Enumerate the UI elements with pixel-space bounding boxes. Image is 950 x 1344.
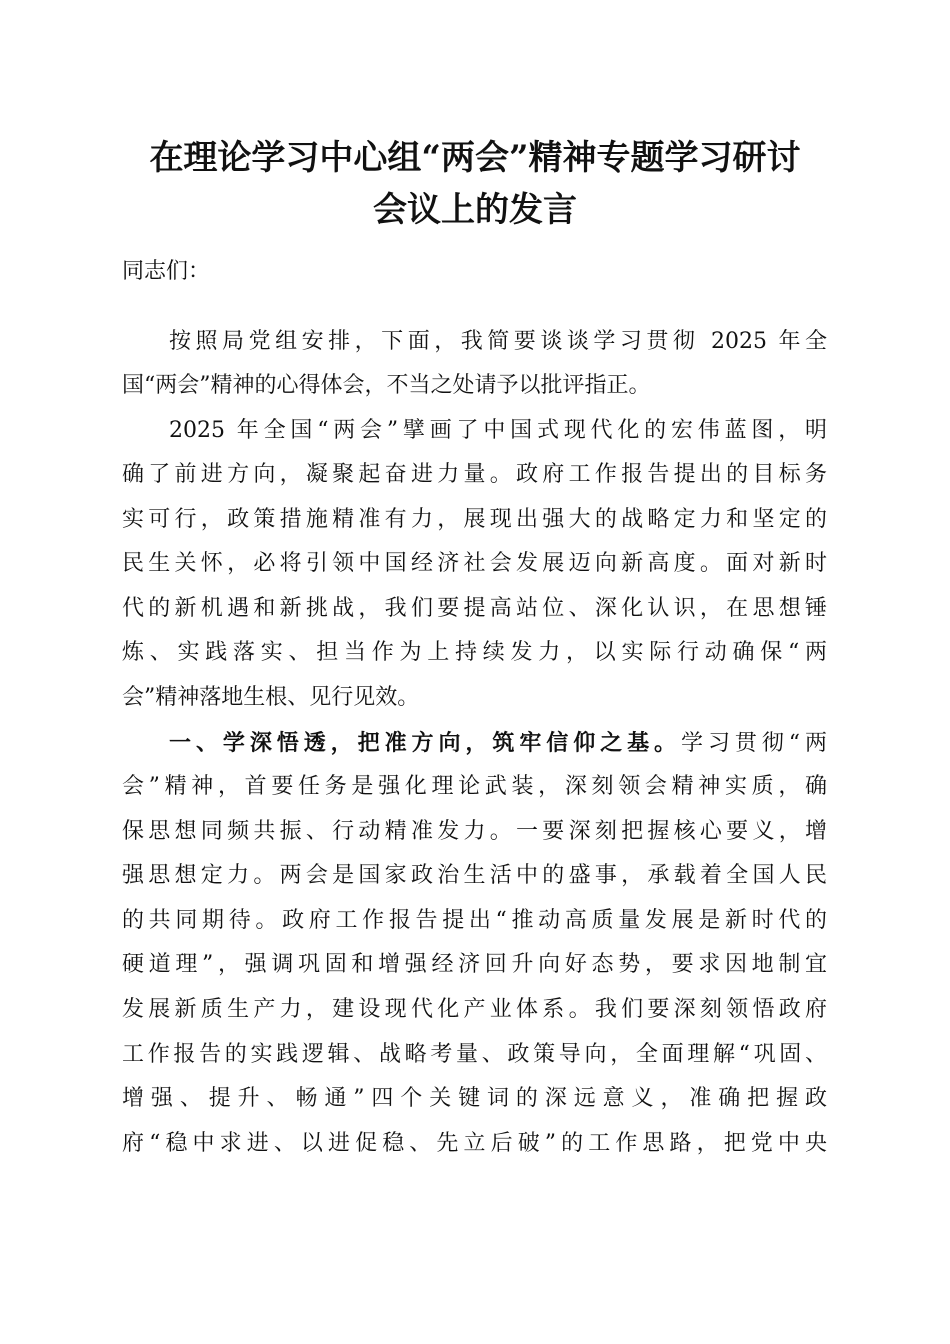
paragraph-line: 增强、提升、畅通”四个关键词的深远意义，准确把握政 — [122, 1086, 827, 1111]
paragraph-line: 工作报告的实践逻辑、战略考量、政策导向，全面理解“巩固、 — [122, 1042, 827, 1067]
document-title-line-1: 在理论学习中心组“两会”精神专题学习研讨 — [149, 138, 801, 178]
paragraph-line: 国“两会”精神的心得体会，不当之处请予以批评指正。 — [122, 373, 651, 398]
paragraph-line: 实可行，政策措施精准有力，展现出强大的战略定力和坚定的 — [122, 507, 827, 532]
paragraph-line: 确了前进方向，凝聚起奋进力量。政府工作报告提出的目标务 — [122, 462, 827, 487]
paragraph-line: 会”精神，首要任务是强化理论武装，深刻领会精神实质，确 — [122, 774, 827, 799]
paragraph-line: 民生关怀，必将引领中国经济社会发展迈向新高度。面对新时 — [122, 551, 827, 576]
paragraph-line: 按照局党组安排，下面，我简要谈谈学习贯彻 2025 年全 — [169, 329, 827, 354]
section-1-heading: 一、学深悟透，把准方向，筑牢信仰之基。 — [169, 730, 681, 756]
paragraph-line: 发展新质生产力，建设现代化产业体系。我们要深刻领悟政府 — [122, 997, 827, 1022]
paragraph-line: 硬道理”，强调巩固和增强经济回升向好态势，要求因地制宜 — [122, 952, 827, 977]
paragraph-line: 炼、实践落实、担当作为上持续发力，以实际行动确保“两 — [122, 640, 827, 665]
paragraph-line: 的共同期待。政府工作报告提出“推动高质量发展是新时代的 — [122, 908, 827, 933]
section-1-first-line — [169, 723, 827, 763]
document-title-line-2: 会议上的发言 — [373, 190, 577, 230]
paragraph-line: 强思想定力。两会是国家政治生活中的盛事，承载着全国人民 — [122, 863, 827, 888]
paragraph-line: 保思想同频共振、行动精准发力。一要深刻把握核心要义，增 — [122, 819, 827, 844]
paragraph-line: 府“稳中求进、以进促稳、先立后破”的工作思路，把党中央 — [122, 1131, 827, 1156]
greeting: 同志们： — [122, 259, 211, 284]
paragraph-line: 会”精神落地生根、见行见效。 — [122, 685, 420, 710]
section-1-lead-text: 学习贯彻“两 — [681, 731, 827, 756]
paragraph-line: 2025 年全国“两会”擘画了中国式现代化的宏伟蓝图，明 — [169, 418, 827, 443]
paragraph-line: 代的新机遇和新挑战，我们要提高站位、深化认识，在思想锤 — [122, 596, 827, 621]
